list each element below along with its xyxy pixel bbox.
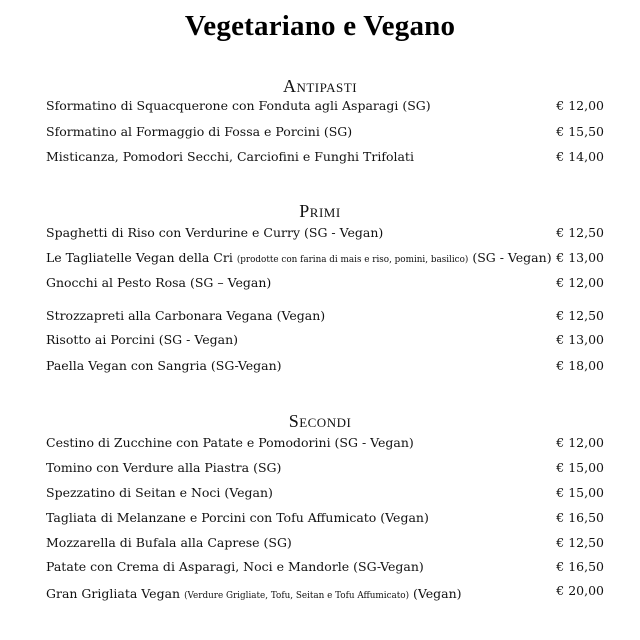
menu-item xyxy=(46,557,606,577)
dish-name: Gnocchi al Pesto Rosa (SG – Vegan) xyxy=(46,275,272,290)
dish-suffix: (SG - Vegan) xyxy=(472,250,552,265)
dish-name: Patate con Crema di Asparagi, Noci e Mandorle (SG-Vegan) xyxy=(46,559,424,574)
menu-item xyxy=(46,483,606,503)
dish-name: Paella Vegan con Sangria (SG-Vegan) xyxy=(46,358,282,373)
dish-name: Gran Grigliata Vegan xyxy=(46,586,181,601)
dish-price: € 12,50 xyxy=(556,225,604,240)
dish-price: € 13,00 xyxy=(556,250,604,265)
dish-name: Misticanza, Pomodori Secchi, Carciofini e Funghi Trifolati xyxy=(46,149,414,164)
menu-title: Vegetariano e Vegano xyxy=(184,10,456,42)
dish-price: € 18,00 xyxy=(556,358,604,373)
menu-item xyxy=(46,433,606,453)
menu-item xyxy=(46,533,606,553)
dish-name-group xyxy=(46,584,462,606)
dish-price: € 20,00 xyxy=(556,583,604,598)
menu-item xyxy=(46,273,606,293)
menu-item xyxy=(46,458,606,478)
dish-price: € 16,50 xyxy=(556,510,604,525)
dish-price: € 12,00 xyxy=(556,98,604,113)
section-title-antipasti: Antipasti xyxy=(282,76,358,96)
menu-item xyxy=(46,330,606,350)
menu-item xyxy=(46,356,606,376)
dish-name: Tagliata di Melanzane e Porcini con Tofu Affumicato (Vegan) xyxy=(46,510,429,525)
dish-price: € 15,00 xyxy=(556,460,604,475)
dish-note: (Verdure Grigliate, Tofu, Seitan e Tofu Affumicato) xyxy=(184,591,410,601)
dish-price: € 16,50 xyxy=(556,559,604,574)
dish-name: Le Tagliatelle Vegan della Cri xyxy=(46,250,233,265)
dish-suffix: (Vegan) xyxy=(413,586,462,601)
dish-name: Strozzapreti alla Carbonara Vegana (Vegan) xyxy=(46,308,326,323)
dish-name: Mozzarella di Bufala alla Caprese (SG) xyxy=(46,535,292,550)
dish-name: Sformatino al Formaggio di Fossa e Porcini (SG) xyxy=(46,124,353,139)
dish-name: Spezzatino di Seitan e Noci (Vegan) xyxy=(46,485,273,500)
dish-price: € 12,00 xyxy=(556,275,604,290)
dish-name-group xyxy=(46,248,552,270)
dish-price: € 15,50 xyxy=(556,124,604,139)
menu-item xyxy=(46,248,606,268)
dish-price: € 12,00 xyxy=(556,435,604,450)
dish-price: € 12,50 xyxy=(556,535,604,550)
dish-name: Sformatino di Squacquerone con Fonduta agli Asparagi (SG) xyxy=(46,98,431,113)
menu-item xyxy=(46,508,606,528)
dish-name: Cestino di Zucchine con Patate e Pomodorini (SG - Vegan) xyxy=(46,435,414,450)
dish-name: Risotto ai Porcini (SG - Vegan) xyxy=(46,332,238,347)
menu-item xyxy=(46,306,606,326)
dish-price: € 15,00 xyxy=(556,485,604,500)
menu-item xyxy=(46,122,606,142)
dish-name: Spaghetti di Riso con Verdurine e Curry (SG - Vegan) xyxy=(46,225,384,240)
dish-price: € 14,00 xyxy=(556,149,604,164)
dish-price: € 12,50 xyxy=(556,308,604,323)
dish-price: € 13,00 xyxy=(556,332,604,347)
section-title-primi: Primi xyxy=(299,201,341,221)
menu-item xyxy=(46,584,606,604)
menu-item xyxy=(46,147,606,167)
menu-item xyxy=(46,223,606,243)
dish-name: Tomino con Verdure alla Piastra (SG) xyxy=(46,460,282,475)
section-title-secondi: Secondi xyxy=(288,411,352,431)
menu-item xyxy=(46,96,606,116)
dish-note: (prodotte con farina di mais e riso, pomini, basilico) xyxy=(236,255,469,265)
